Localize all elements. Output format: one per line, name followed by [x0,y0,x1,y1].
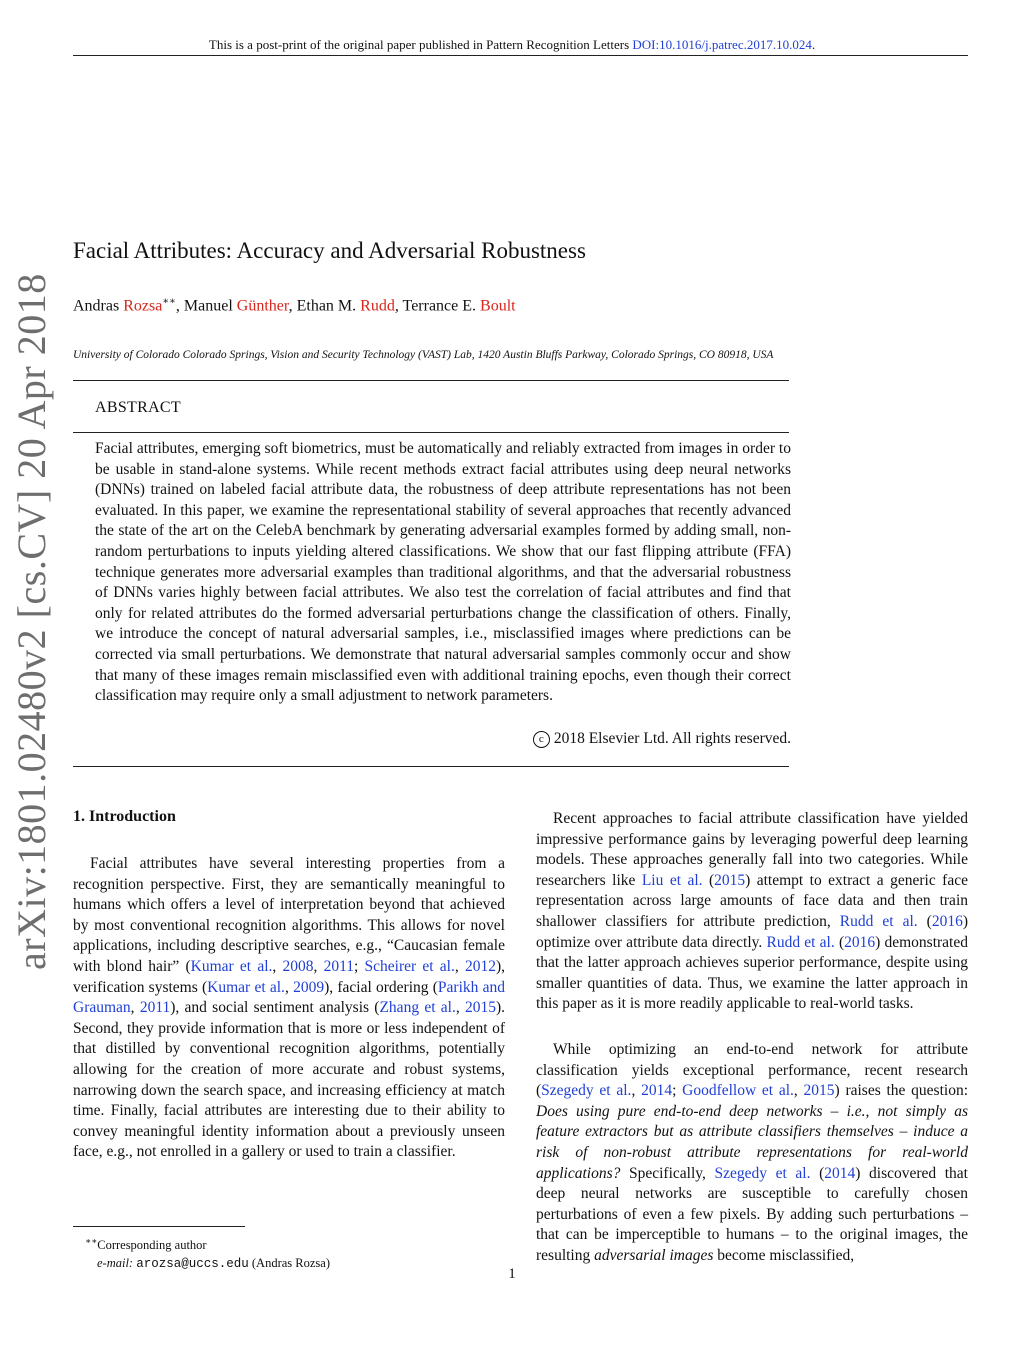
citation-link[interactable]: Parikh and Grauman [73,978,505,1017]
paragraph-text: ), facial ordering ( [324,978,438,996]
citation-link[interactable]: Liu et al. [641,871,703,889]
author-separator: , [288,297,297,315]
paragraph-text: discovered that deep neural networks are susceptible to carefully chosen perturbations of even a few pixels. By adding such perturbations – that can be imperceptible to humans – to the original images, the resulting [536,1164,968,1264]
header-rule [73,55,968,56]
header-note-text: This is a post-print of the original paper published in Pattern Recognition Letters [208,37,630,52]
author-separator: , [175,297,184,315]
paragraph: Recent approaches to facial attribute classification have yielded impressive performance gains by leveraging powerful deep learning models. These approaches generally fall into two categories. While researchers like Liu et al. (2015) attempt to extract a generic face representation across large amounts of face data and then train shallower classifiers for attribute prediction, Rudd et al. (2016) optimize over attribute data directly. Rudd et al. (2016) demonstrated that the latter approach achieves superior performance, despite using smaller quantities of data. Thus, we examine the latter approach in this paper as it is more readily applicable to real-world tasks. [536,810,968,1013]
citation-link[interactable]: Kumar et al. [207,978,285,996]
paragraph-text: demonstrated that the latter approach achieves superior performance, despite using smaller quantities of data. Thus, we examine the latter approach in this paper as it is more readily applicable to real-world tasks. [536,933,968,1013]
citation-year-link[interactable]: 2011 [139,999,171,1017]
paragraph-text: While optimizing an end-to-end network for attribute classification yields exceptional performance, recent research ( [536,1041,968,1100]
citation-link[interactable]: Szegedy et al. [541,1082,632,1100]
author-link[interactable]: Günther [236,297,289,315]
citation-year-link[interactable]: 2009 [293,978,325,996]
abstract-text: Facial attributes, emerging soft biometrics, must be automatically and reliably extracted from images in order to be usable in stand-alone systems. While recent methods extract facial attributes using deep neural networks (DNNs) trained on labeled facial attribute data, the robustness of deep attribute representations has not been evaluated. In this paper, we examine the representational stability of several approaches that recently advanced the state of the art on the CelebA benchmark by generating adversarial examples formed by adding small, non-random perturbations to inputs yielding altered classifications. We show that our fast flipping attribute (FFA) technique generates more adversarial examples than traditional algorithms, and that the adversarial robustness of DNNs varies highly between facial attributes. We also test the correlation of facial attributes and find that only for related attributes do the formed adversarial perturbations change the classification of others. Finally, we introduce the concept of natural adversarial samples, i.e., misclassified images where predictions can be corrected via small perturbations. We demonstrate that natural adversarial samples commonly occur and show that many of these images remain misclassified even with additional training epochs, even though their correct classification may require only a small adjustment to network parameters. [95,440,791,705]
copyright-text: 2018 Elsevier Ltd. All rights reserved. [553,730,791,747]
citation-year-link[interactable]: 2008 [282,957,314,975]
citation-link[interactable]: Goodfellow et al. [682,1082,794,1100]
paragraph-text: Specifically, [620,1164,715,1182]
page-number: 1 [508,1266,516,1282]
header-note-suffix: . [811,37,816,52]
arxiv-stamp [0,0,54,970]
author-link[interactable]: Rozsa [123,297,163,315]
header-note [0,37,1024,53]
footnote-rule [73,1226,245,1227]
paragraph-text: ), verification systems ( [73,957,506,996]
corresponding-mark: ∗∗ [162,296,176,307]
citation-year-link[interactable]: 2016 [844,933,876,951]
emphasis-term: adversarial images [594,1246,714,1264]
citation-year-link[interactable]: 2015 [714,871,746,889]
copyright-line [95,729,791,749]
paper-title: Facial Attributes: Accuracy and Adversarial Robustness [73,238,586,263]
citation-link[interactable]: Zhang et al. [379,999,456,1017]
citation-year-link[interactable]: 2014 [824,1164,856,1182]
paragraph-text: attempt to extract a generic face representation across large amounts of face data and then train shallower classifiers for attribute prediction, [536,871,968,930]
research-question: Does using pure end-to-end deep networks – i.e., not simply as feature extractors but as attribute classifiers themselves – induce a risk of non-robust attribute representations for real-world applications? [536,1102,968,1182]
paragraph-text: optimize over attribute data directly. [536,933,767,951]
section-heading: 1. Introduction [73,808,176,825]
arxiv-stamp-text: arXiv:1801.02480v2 [cs.CV] 20 Apr 2018 [9,273,54,970]
paragraph-text: ), and social sentiment analysis ( [170,999,380,1017]
abstract-top-rule [73,380,789,381]
citation-link[interactable]: Szegedy et al. [714,1164,811,1182]
paragraph-text: Recent approaches to facial attribute classification have yielded impressive performance gains by leveraging powerful deep learning models. These approaches generally fall into two categories. While researchers like [536,810,968,889]
email-link[interactable]: arozsa@uccs.edu [136,1257,249,1272]
citation-year-link[interactable]: 2015 [464,999,496,1017]
author-link[interactable]: Rudd [360,297,395,315]
paragraph: While optimizing an end-to-end network for attribute classification yields exceptional performance, recent research (Szegedy et al., 2014; Goodfellow et al., 2015) raises the question: Does using pure end-to-end deep networks – i.e., not simply as feature extractors but as attribute classifiers themselves – induce a risk of non-robust attribute representations for real-world applications? Specifically, Szegedy et al. (2014) discovered that deep neural networks are susceptible to carefully chosen perturbations of even a few pixels. By adding such perturbations – that can be imperceptible to humans – to the original images, the resulting adversarial images become misclassified, [536,1041,969,1264]
author-given: Andras [73,297,120,315]
citation-link[interactable]: Rudd et al. [839,912,918,930]
footnote-label: Corresponding author [97,1238,207,1253]
email-owner: (Andras Rozsa) [251,1256,330,1271]
email-label: e-mail: [97,1256,134,1271]
citation-year-link[interactable]: 2011 [323,957,355,975]
copyright-icon: c [533,731,550,748]
citation-year-link[interactable]: 2016 [931,912,963,930]
paragraph-text: become misclassified, [713,1246,855,1264]
author-list [73,296,516,315]
abstract-bottom-rule [73,766,789,767]
author-given: Manuel [183,297,233,315]
paragraph: Facial attributes have several interesting properties from a recognition perspective. First, they are semantically meaningful to humans which offers a level of interpretation beyond that achieved by most conventional recognition algorithms. This allows for novel applications, including descriptive searches, e.g., “Caucasian female with blond hair” (Kumar et al., 2008, 2011; Scheirer et al., 2012), verification systems (Kumar et al., 2009), facial ordering (Parikh and Grauman, 2011), and social sentiment analysis (Zhang et al., 2015). Second, they provide information that is more or less independent of that distilled by conventional recognition algorithms, potentially allowing for the creation of more accurate and robust systems, narrowing down the search space, and increasing efficiency at match time. Finally, facial attributes are interesting due to their ability to convey meaningful identity information about a previously unseen face, e.g., not enrolled in a gallery or used to train a classifier. [73,855,506,1161]
citation-link[interactable]: Kumar et al. [190,957,273,975]
citation-year-link[interactable]: 2012 [464,957,496,975]
affiliation: University of Colorado Colorado Springs, Vision and Security Technology (VAST) Lab, 1420 Austin Bluffs Parkway, Colorado Springs, CO 80918, USA [73,349,774,361]
paragraph-text: ) raises the question: [834,1082,969,1100]
abstract-heading: ABSTRACT [95,399,181,416]
abstract-heading-rule [73,432,789,433]
citation-link[interactable]: Scheirer et al. [364,957,455,975]
paragraph-text: Facial attributes have several interesting properties from a recognition perspective. First, they are semantically meaningful to humans which offers a level of interpretation beyond that achieved by most conventional recognition algorithms. This allows for novel applications, including descriptive searches, e.g., “Caucasian female with blond hair” ( [73,855,505,975]
citation-year-link[interactable]: 2014 [641,1082,673,1100]
citation-year-link[interactable]: 2015 [803,1082,835,1100]
footnote-mark: ∗∗ [85,1236,98,1246]
author-given: Terrance E. [402,297,477,315]
author-separator: , [394,297,403,315]
author-link[interactable]: Boult [480,297,516,315]
doi-link[interactable]: DOI:10.1016/j.patrec.2017.10.024 [632,37,812,52]
author-given: Ethan M. [296,297,357,315]
paragraph-text: ). Second, they provide information that is more or less independent of that distilled by conventional recognition algorithms, potentially allowing for the creation of more accurate and robust systems, narrowing down the search space, and increasing efficiency at match time. Finally, facial attributes are interesting due to their ability to convey meaningful identity information about a previously unseen face, e.g., not enrolled in a gallery or used to train a classifier. [73,999,506,1161]
citation-link[interactable]: Rudd et al. [766,933,835,951]
